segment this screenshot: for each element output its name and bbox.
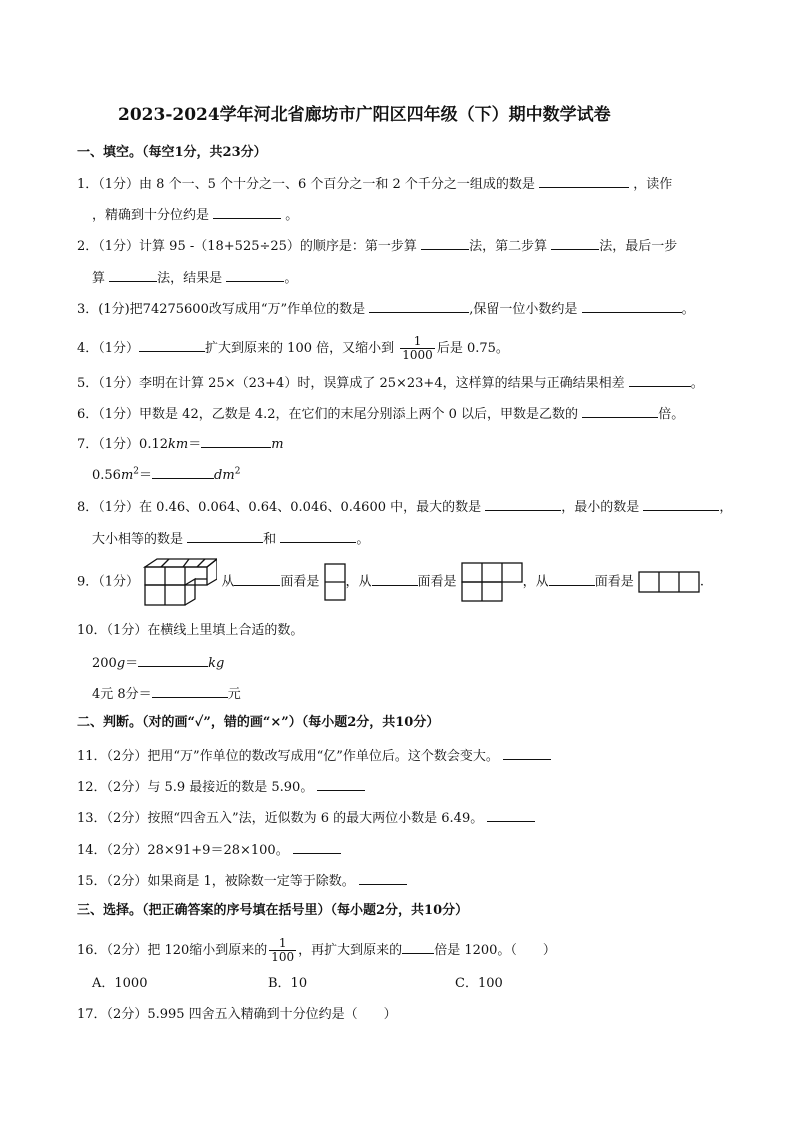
- choice-option-a[interactable]: A．1000: [92, 976, 148, 991]
- section-judge-heading: 二、判断。（对的画“✓”，错的画“×”）（每小题2分，共10分）: [77, 715, 440, 730]
- question-6: 6．（1分）甲数是 42，乙数是 4.2，在它们的末尾分别添上两个 0 以后，甲数是乙数的 倍。: [77, 404, 684, 424]
- view-figure-vertical: [324, 563, 346, 601]
- question-13: 13．（2分）按照“四舍五入”法，近似数为 6 的最大两位小数是 6.49。: [77, 808, 535, 828]
- fraction: $\frac{1}{100}$: [271, 936, 295, 964]
- question-2-line-2: 算 法，结果是 。: [92, 268, 297, 288]
- view-figure-row: [638, 571, 700, 593]
- question-17: 17．（2分）5.995 四舍五入精确到十分位约是（ ）: [77, 1007, 397, 1022]
- question-7-line-1: 7．（1分）0.12km＝ m: [77, 434, 284, 454]
- choice-option-b[interactable]: B．10: [268, 976, 308, 991]
- question-3: 3．(1分)把74275600改写成用“万”作单位的数是 ,保留一位小数约是 。: [77, 299, 695, 319]
- answer-blank[interactable]: [213, 205, 281, 219]
- question-8-line-1: 8．（1分）在 0.46、0.064、0.64、0.046、0.4600 中，最大的数是 ，最小的数是 ，: [77, 497, 732, 517]
- section-choice-heading: 三、选择。（把正确答案的序号填在括号里）（每小题2分，共10分）: [77, 903, 469, 918]
- view-figure-l-shape: [461, 562, 523, 602]
- question-7-line-2: $0.56m^2= dm^2$: [92, 466, 241, 483]
- answer-blank[interactable]: [551, 236, 599, 250]
- answer-blank[interactable]: [226, 268, 284, 282]
- answer-blank[interactable]: [539, 174, 629, 188]
- fraction: $\frac{1}{1000}$: [402, 334, 433, 362]
- answer-blank[interactable]: [359, 871, 407, 885]
- question-10-line-3: 4元 8分＝ 元: [92, 684, 241, 704]
- answer-blank[interactable]: [485, 497, 561, 511]
- answer-blank[interactable]: [280, 529, 356, 543]
- question-5: 5．（1分）李明在计算 25×（23+4）时，误算成了 25×23+4，这样算的结果与正确结果相差 。: [77, 373, 704, 393]
- answer-blank[interactable]: [187, 529, 263, 543]
- answer-blank[interactable]: [152, 465, 214, 479]
- section-fill-blank-heading: 一、填空。（每空1分，共23分）: [77, 145, 267, 160]
- answer-blank[interactable]: [629, 373, 691, 387]
- question-10-line-1: 10．（1分）在横线上里填上合适的数。: [77, 623, 304, 638]
- question-16: 16．（2分）把 120缩小到原来的 $\frac{1}{100}$ ，再扩大到原来的 倍是 1200。（ ）: [77, 936, 556, 964]
- answer-blank[interactable]: [421, 236, 469, 250]
- answer-blank[interactable]: [201, 434, 271, 448]
- question-12: 12．（2分）与 5.9 最接近的数是 5.90。: [77, 777, 365, 797]
- question-11: 11．（2分）把用“万”作单位的数改写成用“亿”作单位后。这个数会变大。: [77, 746, 551, 766]
- answer-blank[interactable]: [549, 572, 595, 586]
- question-8-line-2: 大小相等的数是 和 。: [92, 529, 369, 549]
- answer-blank[interactable]: [317, 777, 365, 791]
- answer-blank[interactable]: [582, 404, 658, 418]
- answer-blank[interactable]: [109, 268, 157, 282]
- question-10-line-2: 200g＝ kg: [92, 653, 224, 673]
- answer-blank[interactable]: [372, 572, 418, 586]
- question-9: 9．（1分） 从 面看是 ，从 面看是 ，从 面看是 .: [77, 557, 704, 607]
- question-14: 14．（2分）28×91+9＝28×100。: [77, 840, 341, 860]
- choice-option-c[interactable]: C．100: [455, 976, 503, 991]
- answer-blank[interactable]: [582, 299, 682, 313]
- answer-blank[interactable]: [152, 684, 228, 698]
- page-title: 2023-2024学年河北省廊坊市广阳区四年级（下）期中数学试卷: [118, 105, 611, 125]
- answer-blank[interactable]: [402, 940, 434, 954]
- answer-blank[interactable]: [139, 338, 205, 352]
- question-15: 15．（2分）如果商是 1，被除数一定等于除数。: [77, 871, 407, 891]
- answer-blank[interactable]: [503, 746, 551, 760]
- question-2-line-1: 2．（1分）计算 95 -（18+525÷25）的顺序是：第一步算 法，第二步算 法，最后一步: [77, 236, 677, 256]
- question-1-line-1: 1．（1分）由 8 个一、5 个十分之一、6 个百分之一和 2 个千分之一组成的数是 ，读作: [77, 174, 672, 194]
- cube-stack-figure: [143, 557, 217, 607]
- answer-blank[interactable]: [293, 840, 341, 854]
- question-1-line-2: ，精确到十分位约是 。: [92, 205, 298, 225]
- answer-blank[interactable]: [138, 653, 208, 667]
- answer-blank[interactable]: [369, 299, 469, 313]
- answer-blank[interactable]: [643, 497, 719, 511]
- question-4: 4．（1分） 扩大到原来的 100 倍，又缩小到 $\frac{1}{1000}$ 后是 0.75。: [77, 334, 509, 362]
- answer-blank[interactable]: [234, 572, 280, 586]
- answer-blank[interactable]: [487, 808, 535, 822]
